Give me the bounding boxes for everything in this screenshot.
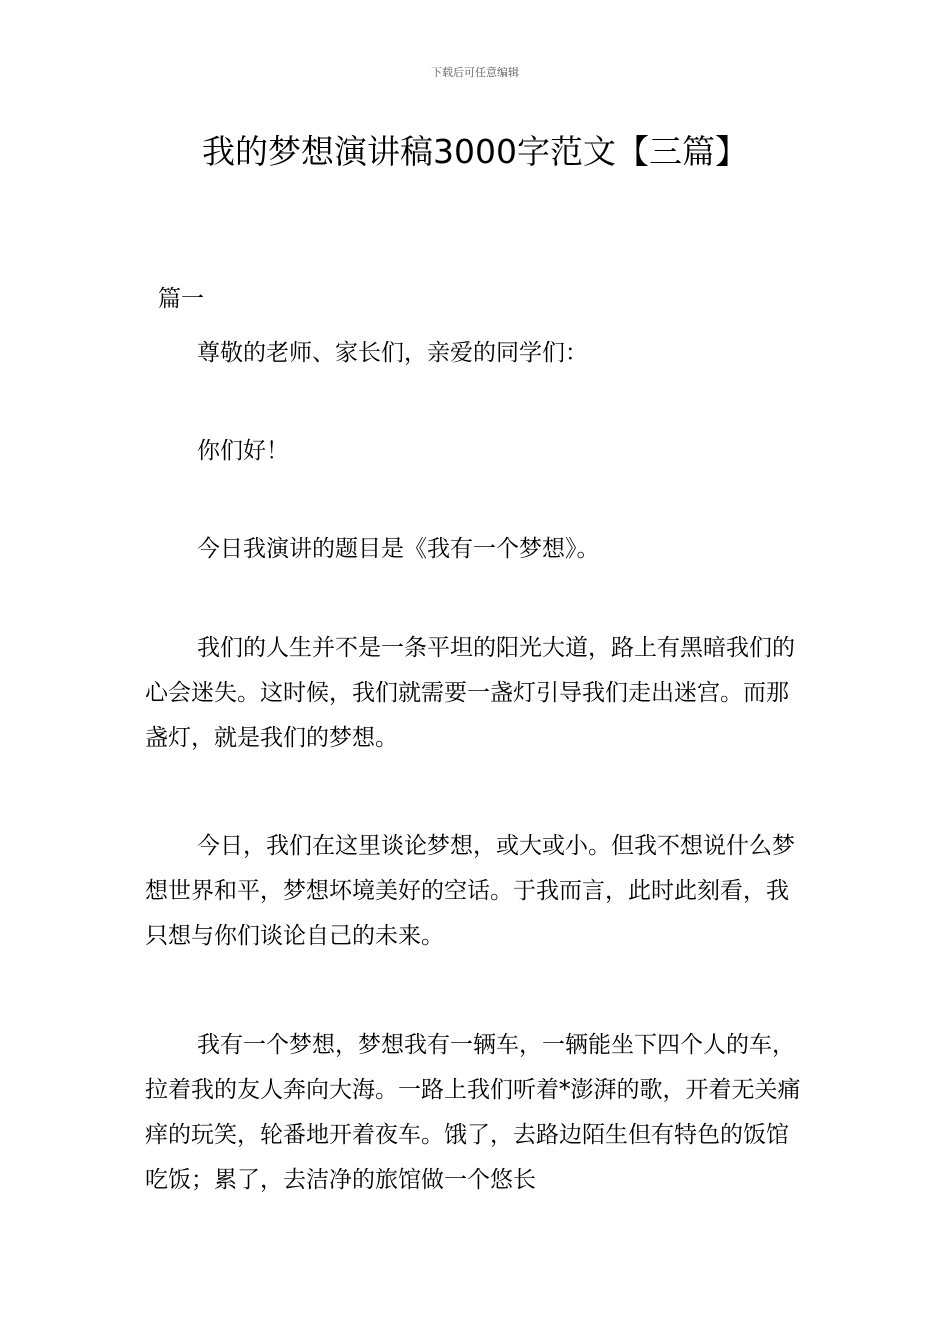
header-note: 下载后可任意编辑 (431, 66, 519, 79)
paragraph-car-dream: 我有一个梦想，梦想我有一辆车，一辆能坐下四个人的车，拉着我的友人奔向大海。一路上我们听着*澎湃的歌，开着无关痛痒的玩笑，轮番地开着夜车。饿了，去路边陌生但有特色的饭馆吃饭；累了，去洁净的旅馆做一个悠长 (145, 1032, 801, 1193)
paragraph-hello: 你们好！ (197, 438, 289, 464)
document-title: 我的梦想演讲稿3000字范文【三篇】 (202, 132, 748, 171)
paragraph-topic: 今日我演讲的题目是《我有一个梦想》。 (197, 536, 600, 562)
paragraph-greeting: 尊敬的老师、家长们，亲爱的同学们： (197, 340, 588, 366)
paragraph-discuss-dreams: 今日，我们在这里谈论梦想，或大或小。但我不想说什么梦想世界和平，梦想坏境美好的空话。于我而言，此时此刻看，我只想与你们谈论自己的未来。 (145, 833, 795, 949)
paragraph-life-road: 我们的人生并不是一条平坦的阳光大道，路上有黑暗我们的心会迷失。这时候，我们就需要一盏灯引导我们走出迷宫。而那盏灯，就是我们的梦想。 (145, 635, 795, 751)
section-label: 篇一 (158, 286, 204, 312)
